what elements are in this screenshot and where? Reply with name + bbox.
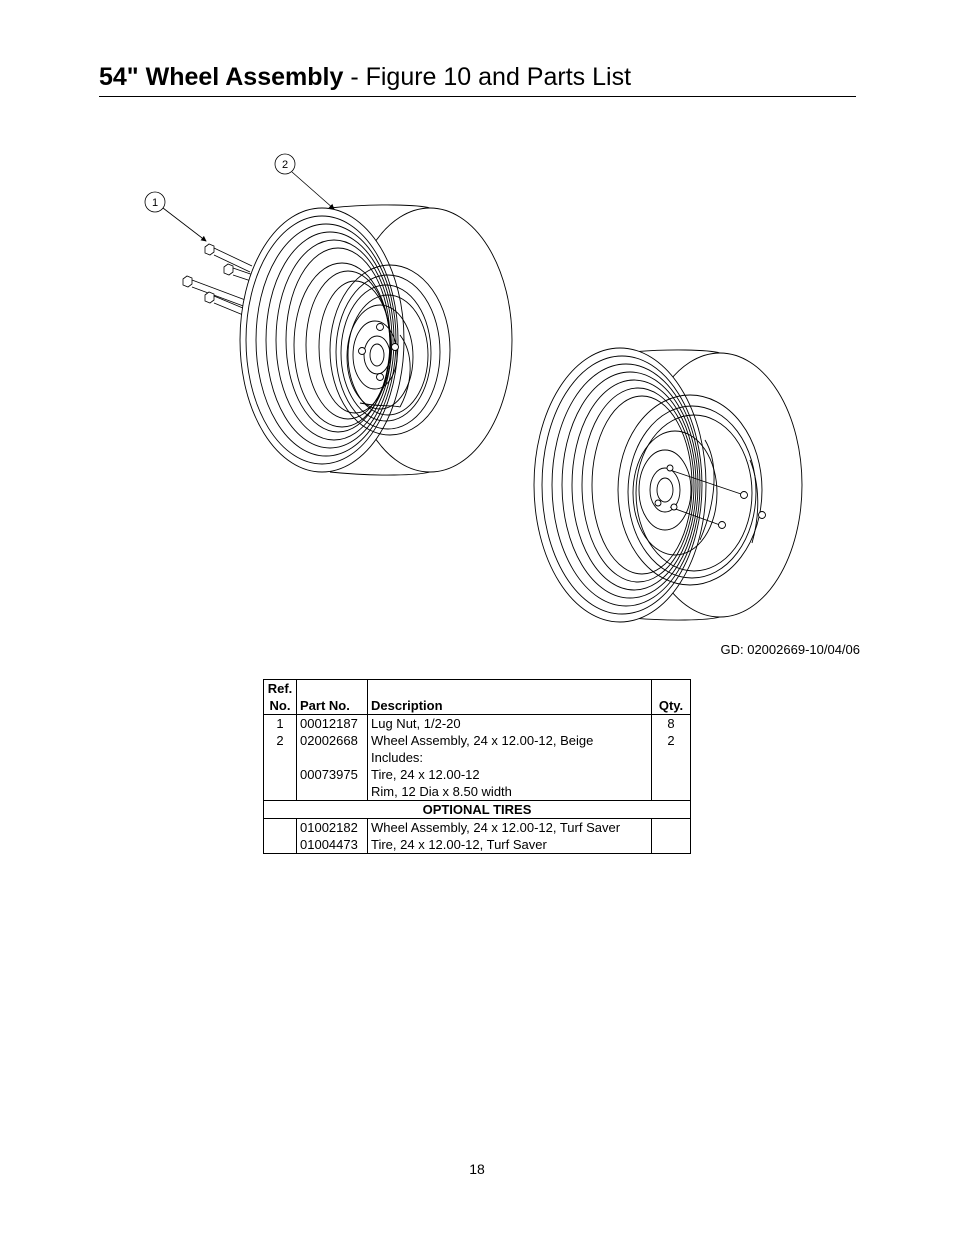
- cell-part-no: 02002668: [297, 732, 368, 749]
- cell-ref: [264, 819, 297, 837]
- cell-ref: [264, 766, 297, 783]
- cell-qty: [652, 819, 691, 837]
- wheel-illustration: [130, 145, 830, 635]
- table-row: [264, 819, 691, 837]
- page-title-bold: 54" Wheel Assembly: [99, 63, 344, 91]
- table-row: [264, 836, 691, 854]
- cell-part-no: [297, 783, 368, 801]
- header-qty: Qty.: [652, 680, 691, 715]
- cell-qty: [652, 749, 691, 766]
- header-description: Description: [368, 680, 652, 715]
- cell-description: Wheel Assembly, 24 x 12.00-12, Beige: [368, 732, 652, 749]
- table-row: [264, 749, 691, 766]
- cell-description: Lug Nut, 1/2-20: [368, 715, 652, 733]
- cell-description: Includes:: [368, 749, 652, 766]
- table-row: [264, 766, 691, 783]
- table-header-row: [264, 680, 691, 715]
- cell-part-no: [297, 749, 368, 766]
- callout-2: [275, 154, 334, 209]
- drawing-code: GD: 02002669-10/04/06: [720, 642, 860, 657]
- cell-part-no: 01004473: [297, 836, 368, 854]
- page-number: 18: [469, 1161, 485, 1177]
- wheel-front-view: [240, 205, 512, 475]
- header-part-no: Part No.: [297, 680, 368, 715]
- page-title-rest: - Figure 10 and Parts List: [343, 63, 632, 91]
- cell-qty: 2: [652, 732, 691, 749]
- cell-description: Tire, 24 x 12.00-12: [368, 766, 652, 783]
- cell-part-no: 01002182: [297, 819, 368, 837]
- callout-1: [145, 192, 206, 241]
- callout-1-label: 1: [151, 197, 159, 209]
- callout-2-label: 2: [281, 159, 289, 171]
- cell-ref: 1: [264, 715, 297, 733]
- cell-qty: [652, 783, 691, 801]
- cell-qty: [652, 766, 691, 783]
- wheel-rear-view: [534, 348, 802, 622]
- cell-ref: [264, 836, 297, 854]
- parts-list-table: [263, 679, 691, 854]
- wheel-assembly-figure: [130, 145, 830, 635]
- cell-qty: [652, 836, 691, 854]
- cell-ref: [264, 783, 297, 801]
- table-row: [264, 732, 691, 749]
- cell-ref: [264, 749, 297, 766]
- cell-description: Rim, 12 Dia x 8.50 width: [368, 783, 652, 801]
- optional-tires-section-row: [264, 801, 691, 819]
- cell-ref: 2: [264, 732, 297, 749]
- cell-description: Tire, 24 x 12.00-12, Turf Saver: [368, 836, 652, 854]
- cell-qty: 8: [652, 715, 691, 733]
- page-title: [99, 62, 631, 92]
- title-rule: [99, 96, 856, 97]
- cell-part-no: 00012187: [297, 715, 368, 733]
- cell-part-no: 00073975: [297, 766, 368, 783]
- table-row: [264, 715, 691, 733]
- header-ref-no: Ref. No.: [264, 680, 297, 715]
- cell-description: Wheel Assembly, 24 x 12.00-12, Turf Saver: [368, 819, 652, 837]
- section-label: OPTIONAL TIRES: [264, 801, 691, 819]
- table-row: [264, 783, 691, 801]
